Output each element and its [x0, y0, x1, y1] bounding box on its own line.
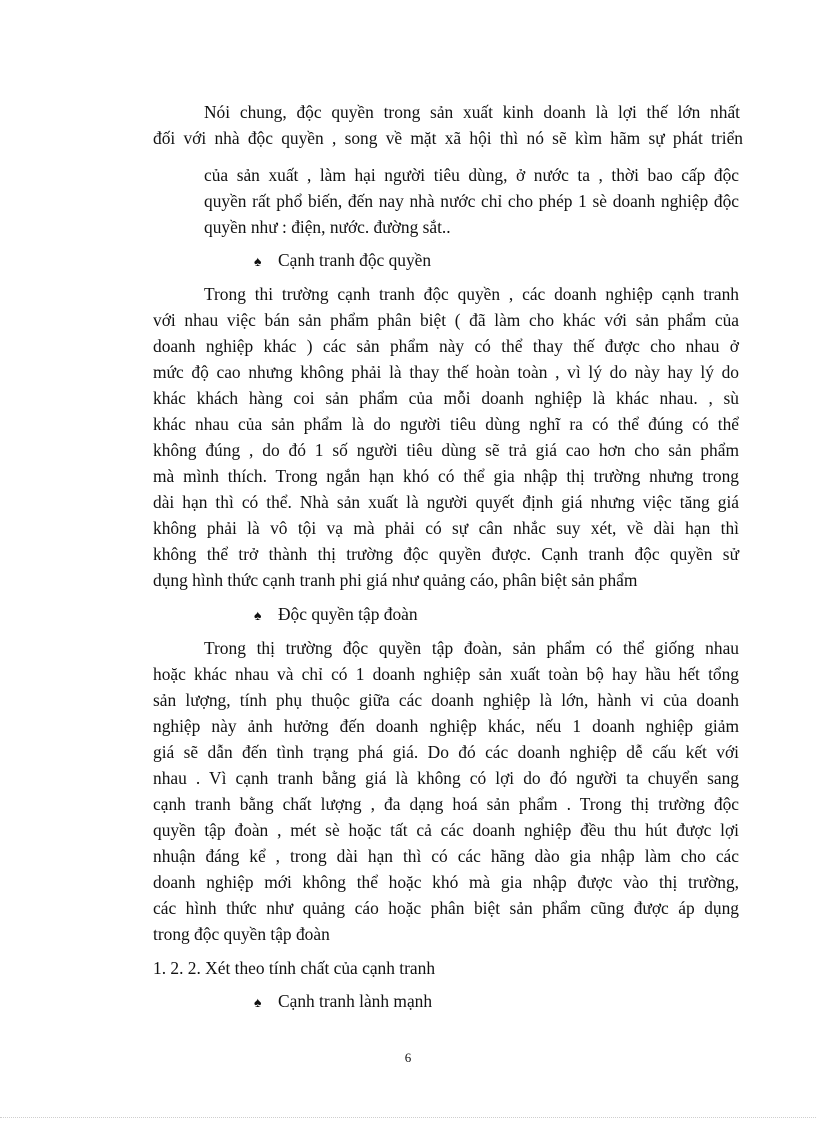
paragraph3-line: doanh nghiệp mới không thể hoặc khó mà gia nhập được vào thị trường,: [153, 872, 739, 892]
page-number: 6: [404, 1050, 412, 1065]
paragraph1-line: quyền rất phổ biến, đến nay nhà nước chỉ cho phép 1 sè doanh nghiệp độc: [204, 191, 739, 211]
paragraph3-line: sản lượng, tính phụ thuộc giữa các doanh nghiệp là lớn, hành vi của doanh: [153, 690, 739, 710]
paragraph3-line: cạnh tranh bằng chất lượng , đa dạng hoá sản phẩm . Trong thị trường độc: [153, 794, 739, 814]
subheading-doc-quyen-tap-doan: [254, 603, 418, 628]
paragraph2-line: không thể trở thành thị trường độc quyền được. Cạnh tranh độc quyền sử: [153, 544, 739, 564]
paragraph3-line: hoặc khác nhau và chỉ có 1 doanh nghiệp sản xuất toàn bộ hay hầu hết tổng: [153, 664, 739, 684]
paragraph2-line: dụng hình thức cạnh tranh phi giá như quảng cáo, phân biệt sản phẩm: [153, 570, 638, 590]
paragraph3-line: nhuận đáng kể , trong dài hạn thì có các hãng dào gia nhập làm cho các: [153, 846, 739, 866]
paragraph3-line: Trong thị trường độc quyền tập đoàn, sản phẩm có thể giống nhau: [204, 638, 739, 658]
paragraph2-line: mà mình thích. Trong ngắn hạn khó có thể gia nhập thị trường nhưng trong: [153, 466, 739, 486]
paragraph2-line: mức độ cao nhưng không phải là thay thế hoàn toàn , vì lý do này hay lý do: [153, 362, 739, 382]
paragraph2-line: không đúng , do đó 1 số người tiêu dùng sẽ trả giá cao hơn cho sản phẩm: [153, 440, 739, 460]
paragraph2-line: Trong thi trường cạnh tranh độc quyền , các doanh nghiệp cạnh tranh: [204, 284, 739, 304]
spade-bullet-icon: ♠: [254, 996, 262, 1011]
paragraph2-line: khác nhau của sản phẩm là do người tiêu dùng nghĩ ra có thể đúng có thể: [153, 414, 739, 434]
paragraph2-line: không phải là vô tội vạ mà phải có sự cân nhắc suy xét, về dài hạn thì: [153, 518, 739, 538]
page-bottom-edge: [0, 1117, 816, 1118]
subheading-text: Cạnh tranh độc quyền: [278, 250, 432, 270]
paragraph3-line: quyền tập đoàn , mét sè hoặc tất cả các doanh nghiệp đều thu hút được lợi: [153, 820, 739, 840]
paragraph1-line: Nói chung, độc quyền trong sản xuất kinh doanh là lợi thế lớn nhất: [204, 102, 740, 122]
paragraph3-line: trong độc quyền tập đoàn: [153, 924, 330, 944]
paragraph2-line: doanh nghiệp khác ) các sản phẩm này có thể thay thế được cho nhau ở: [153, 336, 739, 356]
paragraph3-line: nghiệp này ảnh hưởng đến doanh nghiệp khác, nếu 1 doanh nghiệp giảm: [153, 716, 739, 736]
paragraph2-line: dài hạn thì có thể. Nhà sản xuất là người quyết định giá nhưng việc tăng giá: [153, 492, 739, 512]
paragraph1-line: của sản xuất , làm hại người tiêu dùng, ở nước ta , thời bao cấp độc: [204, 165, 739, 185]
paragraph1-line: quyền như : điện, nước. đường sắt..: [204, 217, 451, 237]
spade-bullet-icon: ♠: [254, 255, 262, 270]
paragraph2-line: với nhau việc bán sản phẩm phân biệt ( đã làm cho khác với sản phẩm của: [153, 310, 739, 330]
paragraph3-line: nhau . Vì cạnh tranh bằng giá là không có lợi do đó người ta chuyển sang: [153, 768, 739, 788]
section-heading: 1. 2. 2. Xét theo tính chất của cạnh tranh: [153, 958, 436, 978]
paragraph2-line: khác khách hàng coi sản phẩm của mỗi doanh nghiệp là khác nhau. , sù: [153, 388, 739, 408]
subheading-text: Độc quyền tập đoàn: [278, 604, 418, 624]
spade-bullet-icon: ♠: [254, 609, 262, 624]
paragraph3-line: giá sẽ dẫn đến tình trạng phá giá. Do đó các doanh nghiệp dễ cấu kết với: [153, 742, 739, 762]
subheading-canh-tranh-lanh-manh: [254, 990, 432, 1015]
subheading-canh-tranh-doc-quyen: [254, 249, 431, 274]
paragraph1-line: đối với nhà độc quyền , song về mặt xã hội thì nó sẽ kìm hãm sự phát triển: [153, 128, 743, 148]
paragraph3-line: các hình thức như quảng cáo hoặc phân biệt sản phẩm cũng được áp dụng: [153, 898, 739, 918]
subheading-text: Cạnh tranh lành mạnh: [278, 991, 433, 1011]
